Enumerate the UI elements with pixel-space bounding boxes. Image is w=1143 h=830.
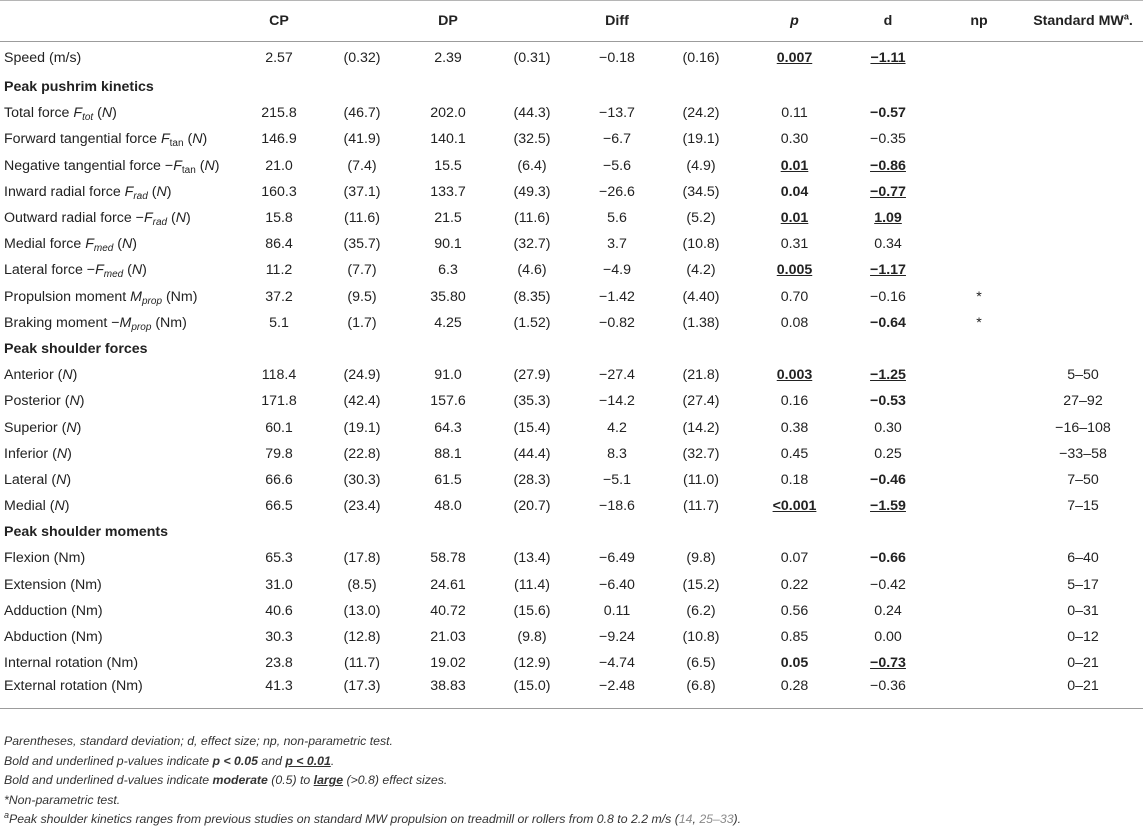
cell-diff: −6.49 [599, 550, 635, 567]
cell-diff-sd: (10.8) [682, 629, 720, 646]
table-row-inferior [0, 441, 1143, 467]
section-row-peak-shoulder-forces [0, 336, 1143, 362]
cell-cp: 65.3 [265, 550, 293, 567]
cell-mw: 7–50 [1067, 471, 1099, 488]
cell-cp: 41.3 [246, 676, 312, 709]
cell-np [935, 572, 1023, 598]
cell-diff: 3.7 [607, 236, 627, 253]
cell-diff-sd: (5.2) [686, 210, 716, 227]
cell-diff-sd: (21.8) [682, 367, 720, 384]
symbol: F [85, 236, 94, 253]
cell-diff: −27.4 [599, 367, 635, 384]
cell-dp: 6.3 [438, 262, 458, 279]
table-row-speed [0, 42, 1143, 75]
cell-dp: 19.02 [430, 655, 466, 672]
cell-mw [1023, 100, 1143, 126]
cell-cp: 215.8 [261, 105, 297, 122]
cell-mw: 0–21 [1023, 676, 1143, 709]
cell-p: <0.001 [772, 498, 817, 515]
cell-np [935, 650, 1023, 676]
cell-diff-sd: (4.9) [686, 157, 716, 174]
cell-cp-sd: (22.8) [343, 445, 381, 462]
cell-cp-sd: (7.4) [347, 157, 377, 174]
cell-np [935, 676, 1023, 709]
cell-mw: 0–12 [1067, 629, 1099, 646]
cell-cp-sd: (11.7) [343, 655, 380, 672]
row-label: Superior (N) [4, 419, 82, 436]
cell-cp-sd: (7.7) [347, 262, 377, 279]
cell-np [935, 624, 1023, 650]
cell-cp-sd: (37.1) [343, 183, 381, 200]
cell-d: −1.11 [870, 50, 906, 66]
cell-dp-sd: (15.6) [513, 602, 551, 619]
cell-np [935, 414, 1023, 440]
cell-cp: 118.4 [261, 367, 297, 384]
header-diff: Diff [580, 1, 654, 42]
cell-np [935, 598, 1023, 624]
cell-p: 0.01 [780, 210, 809, 227]
cell-dp: 202.0 [430, 105, 466, 122]
cell-dp: 24.61 [430, 576, 466, 593]
cell-d: −0.35 [870, 131, 906, 148]
row-label: Total force $F_{tot}$ (N) [4, 105, 117, 124]
cell-cp-sd: (19.1) [343, 419, 381, 436]
cell-mw [1023, 310, 1143, 336]
cell-dp-sd: (27.9) [513, 367, 551, 384]
cell-dp: 90.1 [434, 236, 462, 253]
cell-diff: −1.42 [599, 288, 635, 305]
symbol: M [130, 288, 142, 305]
table-footnotes [4, 732, 1134, 830]
header-cp: CP [246, 1, 312, 42]
cell-diff: 8.3 [607, 445, 627, 462]
row-label: Propulsion moment $M_{prop}$ (Nm) [4, 288, 198, 307]
table-row-extension [0, 572, 1143, 598]
cell-cp-sd: (24.9) [343, 367, 381, 384]
cell-mw: 5–17 [1067, 576, 1099, 593]
cell-diff-sd: (6.5) [686, 655, 716, 672]
row-label: Posterior (N) [4, 393, 85, 410]
cell-cp-sd: (35.7) [343, 236, 381, 253]
cell-mw [1023, 126, 1143, 152]
cell-mw [1023, 284, 1143, 310]
cell-mw [1023, 257, 1143, 283]
cell-mw: −33–58 [1059, 445, 1107, 462]
cell-dp: 88.1 [434, 445, 462, 462]
cell-diff: 4.2 [607, 419, 627, 436]
cell-p: 0.11 [781, 105, 808, 122]
cell-diff-sd: (27.4) [682, 393, 720, 410]
header-np: np [935, 1, 1023, 42]
cell-p: 0.16 [780, 393, 809, 410]
cell-diff: −5.1 [602, 471, 631, 488]
cell-cp-sd: (23.4) [343, 498, 381, 515]
cell-diff: −4.9 [602, 262, 631, 279]
cell-d: 0.00 [874, 629, 902, 646]
cell-dp-sd: (9.8) [517, 629, 547, 646]
cell-p: 0.31 [780, 236, 809, 253]
cell-diff: −4.74 [599, 655, 635, 672]
row-label: Braking moment $-M_{prop}$ (Nm) [4, 314, 187, 333]
cell-dp-sd: (6.4) [517, 157, 547, 174]
table-row-lateral [0, 467, 1143, 493]
cell-d: −0.66 [870, 550, 906, 567]
cell-d: −0.77 [870, 183, 906, 200]
cell-cp-sd: (46.7) [343, 105, 381, 122]
cell-cp-sd: (30.3) [343, 471, 381, 488]
cell-dp: 157.6 [430, 393, 466, 410]
cell-mw [1023, 42, 1143, 75]
cell-cp-sd: (8.5) [347, 576, 377, 593]
row-label: Internal rotation (Nm) [4, 655, 139, 672]
table-row-braking-moment [0, 310, 1143, 336]
cell-dp: 61.5 [434, 471, 462, 488]
cell-p: 0.18 [780, 471, 809, 488]
symbol: F [73, 105, 83, 122]
cell-cp: 60.1 [265, 419, 293, 436]
section-heading: Peak shoulder forces [4, 340, 148, 357]
cell-cp: 31.0 [265, 576, 293, 593]
footnote-nonparametric: *Non-parametric test. [4, 792, 121, 807]
cell-dp-sd: (11.6) [513, 210, 550, 227]
cell-np [935, 153, 1023, 179]
table-body [0, 42, 1143, 709]
table-row-total-force [0, 100, 1143, 126]
cell-cp: 40.6 [265, 602, 293, 619]
cell-dp-sd: (4.6) [517, 262, 547, 279]
cell-np: * [976, 314, 982, 331]
symbol: M [119, 314, 132, 331]
cell-mw: −16–108 [1055, 419, 1111, 436]
cell-dp: 133.7 [430, 183, 466, 200]
cell-cp-sd: (13.0) [343, 602, 381, 619]
cell-d: −0.16 [870, 288, 906, 305]
cell-dp-sd: (44.4) [513, 445, 551, 462]
cell-diff-sd: (14.2) [682, 419, 720, 436]
cell-np [935, 231, 1023, 257]
cell-diff-sd: (9.8) [686, 550, 716, 567]
cell-np: * [976, 288, 982, 305]
table-row-inward-radial-force [0, 179, 1143, 205]
cell-cp: 15.8 [265, 210, 293, 227]
cell-mw [1023, 179, 1143, 205]
cell-p: 0.22 [780, 576, 809, 593]
reference-link[interactable]: 14 [678, 812, 693, 827]
reference-link[interactable]: 25–33 [699, 812, 734, 827]
cell-p: 0.45 [780, 445, 809, 462]
cell-cp: 66.6 [265, 471, 293, 488]
table-row-outward-radial-force [0, 205, 1143, 231]
cell-dp-sd: (20.7) [513, 498, 551, 515]
table-row-posterior [0, 388, 1143, 414]
header-label [0, 1, 246, 42]
row-label: Inferior (N) [4, 445, 72, 462]
symbol: F [95, 262, 104, 279]
cell-d: −0.57 [870, 105, 906, 122]
row-label: Speed (m/s) [4, 50, 82, 66]
table-row-lateral-force [0, 257, 1143, 283]
cell-cp: 21.0 [265, 157, 293, 174]
cell-diff: 5.6 [607, 210, 627, 227]
cell-cp: 5.1 [269, 314, 289, 331]
cell-np [935, 205, 1023, 231]
section-heading: Peak pushrim kinetics [4, 79, 154, 96]
cell-mw: 0–21 [1067, 655, 1099, 672]
cell-diff: −2.48 [580, 676, 654, 709]
cell-diff-sd: (34.5) [682, 183, 720, 200]
table-row-abduction [0, 624, 1143, 650]
cell-dp: 40.72 [430, 602, 466, 619]
cell-diff-sd: (0.16) [682, 50, 720, 66]
cell-mw [1023, 205, 1143, 231]
header-p: p [748, 1, 841, 42]
cell-diff-sd: (19.1) [682, 131, 720, 148]
cell-diff-sd: (1.38) [682, 314, 720, 331]
cell-mw: 6–40 [1067, 550, 1099, 567]
cell-dp-sd: (12.9) [513, 655, 551, 672]
header-standard-mw: Standard $MW^a$. [1023, 1, 1143, 42]
row-label: Flexion (Nm) [4, 550, 86, 567]
row-label: Adduction (Nm) [4, 602, 103, 619]
cell-d: 0.30 [874, 419, 902, 436]
cell-cp-sd: (17.8) [343, 550, 381, 567]
row-label: Outward radial force $-F_{rad}$ (N) [4, 210, 191, 229]
cell-np [935, 467, 1023, 493]
cell-diff-sd: (11.0) [682, 471, 719, 488]
table-row-anterior [0, 362, 1143, 388]
cell-cp: 86.4 [265, 236, 293, 253]
cell-np [935, 545, 1023, 571]
cell-diff-sd: (15.2) [682, 576, 720, 593]
section-heading: Peak shoulder moments [4, 524, 168, 541]
cell-mw [1023, 153, 1143, 179]
cell-dp-sd: (15.4) [513, 419, 551, 436]
table-row-propulsion-moment [0, 284, 1143, 310]
cell-diff-sd: (6.8) [654, 676, 748, 709]
cell-diff-sd: (10.8) [682, 236, 720, 253]
cell-cp-sd: (42.4) [343, 393, 381, 410]
row-label: Lateral force $-F_{med}$ (N) [4, 262, 147, 281]
cell-dp: 91.0 [434, 367, 462, 384]
table-row-external-rotation [0, 676, 1143, 709]
table-row-internal-rotation [0, 650, 1143, 676]
table-row-flexion [0, 545, 1143, 571]
cell-diff: −6.40 [599, 576, 635, 593]
cell-dp-sd: (8.35) [513, 288, 551, 305]
section-row-peak-pushrim-kinetics [0, 74, 1143, 100]
cell-mw [1023, 231, 1143, 257]
cell-diff: −0.18 [599, 50, 635, 66]
cell-p: 0.005 [776, 262, 813, 279]
cell-cp-sd: (1.7) [347, 314, 377, 331]
cell-cp-sd: (0.32) [343, 50, 381, 66]
row-label: Lateral (N) [4, 471, 72, 488]
cell-p: 0.28 [748, 676, 841, 709]
cell-dp: 35.80 [430, 288, 466, 305]
cell-d: −1.17 [870, 262, 906, 279]
cell-np [935, 441, 1023, 467]
cell-p: 0.70 [780, 288, 809, 305]
cell-d: −0.36 [841, 676, 935, 709]
cell-p: 0.38 [780, 419, 809, 436]
row-label: Abduction (Nm) [4, 629, 103, 646]
cell-diff-sd: (11.7) [682, 498, 719, 515]
footnote-p-values: Bold and underlined p-values indicate p < 0.05 and p < 0.01. [4, 753, 335, 768]
symbol: F [124, 183, 134, 200]
row-label: Medial force $F_{med}$ (N) [4, 236, 137, 255]
cell-d: −0.86 [870, 157, 906, 174]
cell-diff: −6.7 [602, 131, 631, 148]
cell-diff: −26.6 [599, 183, 635, 200]
row-label: External rotation (Nm) [0, 676, 246, 709]
cell-cp: 23.8 [265, 655, 293, 672]
cell-diff: −14.2 [599, 393, 635, 410]
footnote-abbreviations: Parentheses, standard deviation; d, effect size; np, non-parametric test. [4, 734, 393, 748]
table-row-forward-tangential-force [0, 126, 1143, 152]
cell-p: 0.05 [780, 655, 809, 672]
cell-diff-sd: (32.7) [682, 445, 720, 462]
cell-diff: −9.24 [599, 629, 635, 646]
cell-cp-sd: (12.8) [343, 629, 381, 646]
table-row-negative-tangential-force [0, 153, 1143, 179]
cell-d: 0.25 [874, 445, 902, 462]
cell-diff-sd: (4.2) [686, 262, 716, 279]
cell-dp-sd: (44.3) [513, 105, 551, 122]
cell-p: 0.85 [780, 629, 809, 646]
cell-d: 0.24 [874, 602, 902, 619]
cell-dp: 15.5 [434, 157, 462, 174]
cell-np [935, 179, 1023, 205]
cell-np [935, 126, 1023, 152]
cell-dp-sd: (32.7) [513, 236, 551, 253]
cell-dp: 140.1 [430, 131, 466, 148]
cell-dp-sd: (13.4) [513, 550, 551, 567]
cell-cp: 146.9 [261, 131, 297, 148]
section-row-peak-shoulder-moments [0, 519, 1143, 545]
cell-dp: 64.3 [434, 419, 462, 436]
cell-dp-sd: (32.5) [513, 131, 551, 148]
cell-dp: 38.83 [412, 676, 484, 709]
cell-dp: 2.39 [434, 50, 462, 66]
cell-dp: 21.03 [430, 629, 466, 646]
cell-np [935, 493, 1023, 519]
cell-d: 0.34 [874, 236, 902, 253]
cell-cp-sd: (11.6) [343, 210, 380, 227]
table-row-medial-force [0, 231, 1143, 257]
cell-dp-sd: (49.3) [513, 183, 551, 200]
symbol: F [173, 157, 182, 174]
cell-cp-sd: (9.5) [347, 288, 377, 305]
symbol: F [160, 131, 170, 148]
cell-diff: 0.11 [603, 602, 631, 619]
cell-diff: −5.6 [602, 157, 631, 174]
symbol: F [143, 210, 153, 227]
cell-diff-sd: (6.2) [686, 602, 716, 619]
header-dp: DP [412, 1, 484, 42]
cell-dp-sd: (28.3) [513, 471, 551, 488]
cell-d: 1.09 [874, 210, 902, 227]
cell-dp: 4.25 [434, 314, 462, 331]
cell-p: 0.07 [780, 550, 809, 567]
cell-p: 0.56 [780, 602, 809, 619]
cell-diff: −18.6 [599, 498, 635, 515]
cell-diff-sd: (24.2) [682, 105, 720, 122]
cell-cp: 66.5 [265, 498, 293, 515]
cell-np [935, 362, 1023, 388]
cell-d: −0.73 [870, 655, 906, 672]
cell-dp: 21.5 [434, 210, 462, 227]
cell-p: 0.007 [776, 50, 813, 66]
footnote-standard-mw: $^a$Peak shoulder kinetics ranges from previous studies on standard MW propulsion on treadmill or rollers from 0.8 to 2.2 m/s (14, 25–33). [4, 810, 742, 827]
cell-d: −1.59 [870, 498, 906, 515]
row-label: Negative tangential force $-F_{tan}$ (N) [4, 157, 220, 176]
cell-p: 0.003 [776, 367, 813, 384]
cell-np [935, 42, 1023, 75]
cell-cp: 171.8 [261, 393, 297, 410]
cell-diff: −13.7 [599, 105, 635, 122]
table-row-superior [0, 414, 1143, 440]
cell-cp: 2.57 [265, 50, 293, 66]
cell-mw: 27–92 [1063, 393, 1103, 410]
cell-cp: 11.2 [265, 262, 293, 279]
row-label: Anterior (N) [4, 367, 78, 384]
cell-mw: 7–15 [1067, 498, 1099, 515]
table-row-adduction [0, 598, 1143, 624]
cell-dp-sd: (0.31) [513, 50, 551, 66]
cell-d: −0.64 [870, 314, 906, 331]
cell-p: 0.08 [780, 314, 809, 331]
cell-cp-sd: (41.9) [343, 131, 381, 148]
cell-d: −0.42 [870, 576, 906, 593]
cell-cp-sd: (17.3) [312, 676, 412, 709]
cell-dp-sd: (1.52) [513, 314, 551, 331]
cell-cp: 30.3 [265, 629, 293, 646]
row-label: Forward tangential force $F_{tan}$ (N) [4, 131, 208, 150]
cell-cp: 160.3 [261, 183, 297, 200]
cell-dp-sd: (11.4) [513, 576, 550, 593]
cell-mw: 0–31 [1067, 602, 1099, 619]
cell-dp: 48.0 [434, 498, 462, 515]
header-d: d [841, 1, 935, 42]
cell-p: 0.04 [780, 183, 809, 200]
cell-d: −0.53 [870, 393, 906, 410]
cell-mw: 5–50 [1067, 367, 1099, 384]
row-label: Extension (Nm) [4, 576, 102, 593]
table-row-medial [0, 493, 1143, 519]
cell-np [935, 100, 1023, 126]
row-label: Inward radial force $F_{rad}$ (N) [4, 183, 172, 202]
row-label: Medial (N) [4, 498, 70, 515]
cell-p: 0.01 [780, 157, 809, 174]
cell-d: −1.25 [870, 367, 906, 384]
cell-d: −0.46 [870, 471, 906, 488]
cell-np [935, 257, 1023, 283]
header-row [0, 1, 1143, 42]
cell-cp: 79.8 [265, 445, 293, 462]
cell-diff-sd: (4.40) [682, 288, 720, 305]
cell-dp-sd: (15.0) [484, 676, 580, 709]
cell-cp: 37.2 [265, 288, 293, 305]
footnote-d-values: Bold and underlined d-values indicate moderate (0.5) to large (>0.8) effect sizes. [4, 773, 448, 788]
cell-diff: −0.82 [599, 314, 635, 331]
cell-dp-sd: (35.3) [513, 393, 551, 410]
cell-np [935, 388, 1023, 414]
cell-p: 0.30 [780, 131, 809, 148]
cell-dp: 58.78 [430, 550, 466, 567]
